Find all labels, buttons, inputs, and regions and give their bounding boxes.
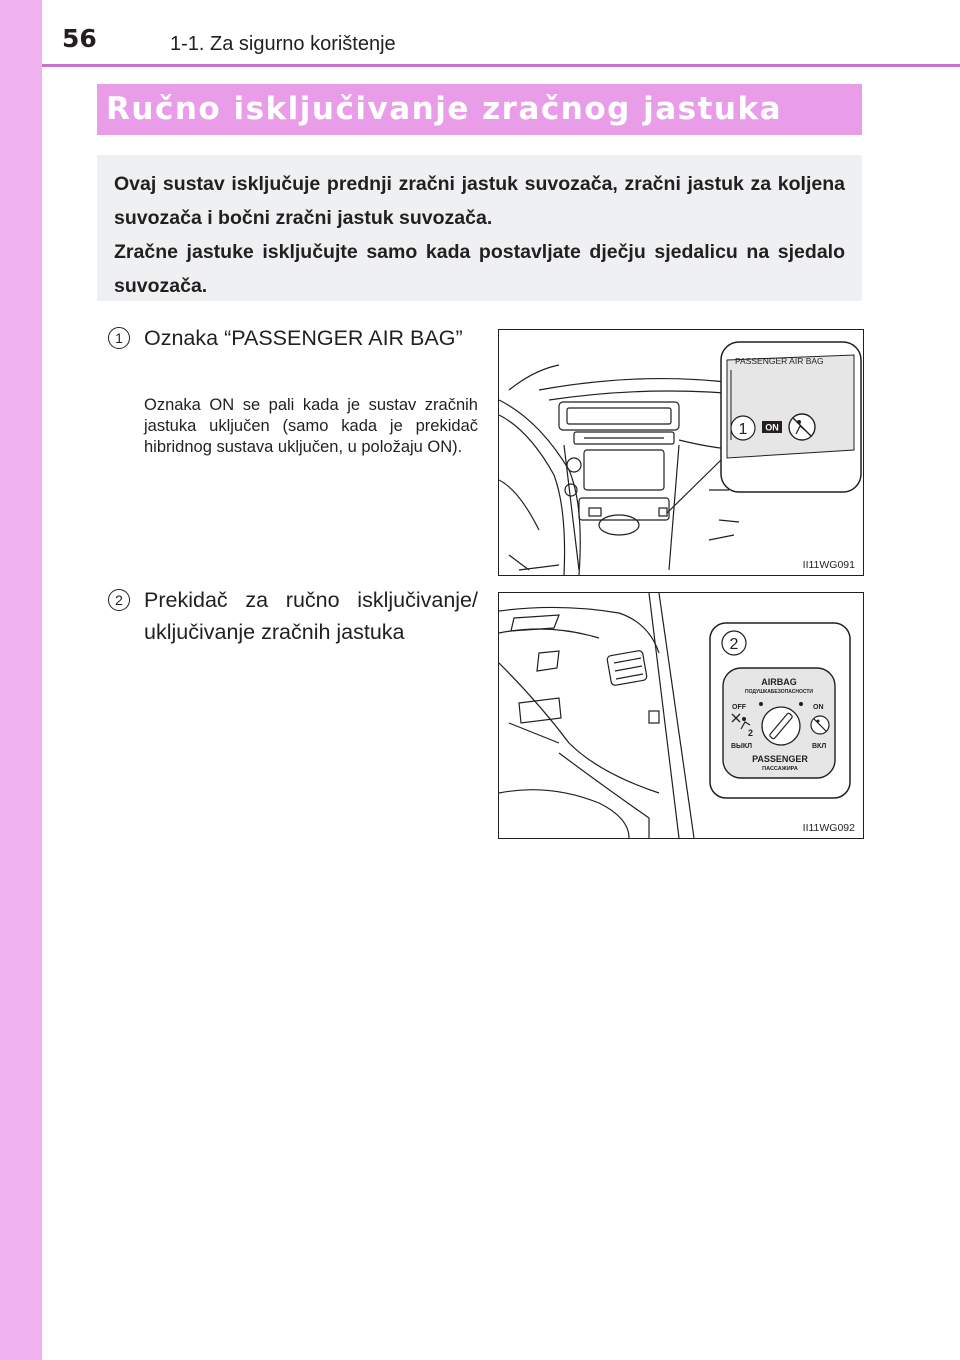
title-bar [97,84,862,135]
key-dial [762,707,800,745]
section-label: 1-1. Za sigurno korištenje [170,33,396,55]
switch-on-label: ON [813,704,824,711]
airbag-off-icon [789,414,815,440]
glovebox-illustration [499,593,863,838]
switch-top-label: AIRBAG [761,677,797,687]
child-seat-number: 2 [748,728,754,738]
on-indicator-label: ON [765,422,779,433]
switch-bottom-label-ru: ПАССАЖИРА [762,766,798,772]
switch-off-label: OFF [732,704,746,711]
switch-top-label-ru: ПОДУШКАБЕЗОПАСНОСТИ [744,689,814,695]
page-title: Ručno isključivanje zračnog jastuka [106,91,783,127]
switch-bottom-label: PASSENGER [752,754,808,764]
figure-dashboard [498,329,864,576]
header-rule [42,64,960,67]
airbag-on-icon [811,716,829,734]
item-number-2: 2 [108,589,130,611]
intro-line-1: Ovaj sustav isključuje prednji zračni jastuk suvozača, zračni jastuk za koljena suvozača i bočni zračni jastuk suvozača. [114,173,845,229]
item-title-1: Oznaka “PASSENGER AIR BAG” [144,326,463,350]
item-description-1: Oznaka ON se pali kada je sustav zračnih jastuka uključen (samo kada je prekidač hibridnog sustava uključen, u položaju ON). [144,396,478,456]
callout-number-1: 1 [738,421,748,438]
panel-label: PASSENGER AIR BAG [735,356,824,366]
figure-airbag-switch [498,592,864,839]
page-number: 56 [62,24,97,53]
figure-code-1: II11WG091 [802,559,855,571]
list-item-2 [108,589,478,669]
callout-number-2: 2 [729,636,739,653]
switch-off-label-ru: ВЫКЛ [731,743,753,750]
item-number-1: 1 [108,327,130,349]
figure-code-2: II11WG092 [802,822,855,834]
side-tab-strip [0,0,42,1360]
switch-on-label-ru: ВКЛ [812,743,827,750]
intro-text [114,167,845,303]
dashboard-illustration [499,330,863,575]
intro-box [97,155,862,301]
intro-line-2: Zračne jastuke isključujte samo kada postavljate dječju sjedalicu na sjedalo suvozača. [114,241,845,297]
list-item-1 [108,327,478,507]
item-title-2: Prekidač za ručno isključivanje/ uključivanje zračnih jastuka [144,588,478,644]
